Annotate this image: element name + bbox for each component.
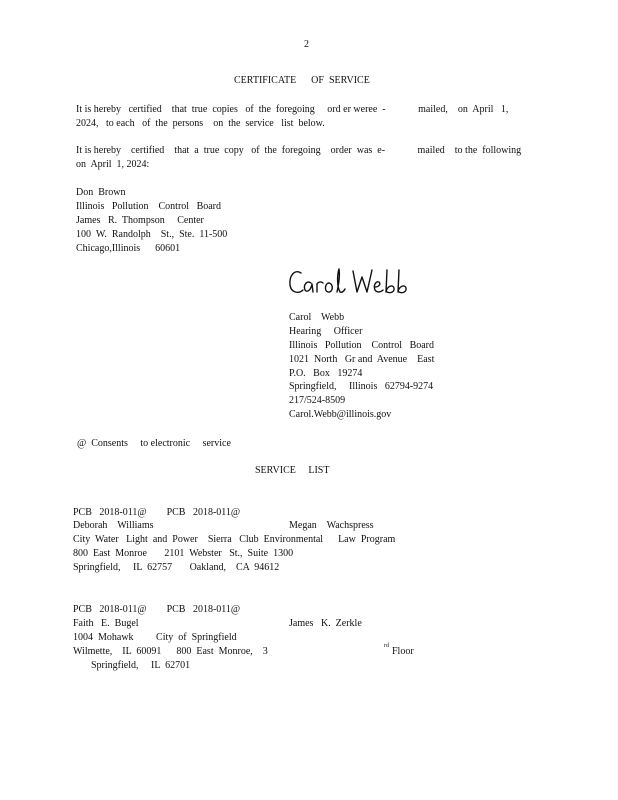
signer-line: P.O. Box 19274 <box>289 368 363 379</box>
service-list-title: SERVICE LIST <box>255 465 330 476</box>
signer-line: 217/524-8509 <box>289 395 346 406</box>
signer-email: Carol.Webb@illinois.gov <box>289 409 392 420</box>
signer-line: Springfield, Illinois 62794-9274 <box>289 381 434 392</box>
service-block-line: Wilmette, IL 60091 800 East Monroe, 3 <box>73 646 268 657</box>
recipient-line: James R. Thompson Center <box>76 215 204 226</box>
paragraph-2-line-2: on April 1, 2024: <box>76 159 150 170</box>
service-block-line: Springfield, IL 62757 Oakland, CA 94612 <box>73 562 280 573</box>
service-block-line: Floor <box>392 646 414 657</box>
service-block-line: James K. Zerkle <box>289 618 362 629</box>
signer-line: Illinois Pollution Control Board <box>289 340 435 351</box>
signer-line: Carol Webb <box>289 312 345 323</box>
certificate-title: CERTIFICATE OF SERVICE <box>234 75 370 86</box>
paragraph-1-line-1: It is hereby certified that true copies of the foregoing ord er weree - mailed, on April 1, <box>76 104 509 115</box>
service-block-line: 1004 Mohawk City of Springfield <box>73 632 237 643</box>
recipient-line: Don Brown <box>76 187 126 198</box>
signer-line: Hearing Officer <box>289 326 363 337</box>
paragraph-1-line-2: 2024, to each of the persons on the service list below. <box>76 118 325 129</box>
recipient-line: 100 W. Randolph St., Ste. 11-500 <box>76 229 228 240</box>
service-block-line: 800 East Monroe 2101 Webster St., Suite 1300 <box>73 548 294 559</box>
service-block-line: City Water Light and Power Sierra Club Environmental Law Program <box>73 534 396 545</box>
paragraph-2-line-1: It is hereby certified that a true copy of the foregoing order was e- mailed to the following <box>76 145 522 156</box>
signer-line: 1021 North Gr and Avenue East <box>289 354 435 365</box>
service-block-line: Megan Wachspress <box>289 520 374 531</box>
page-number: 2 <box>304 39 309 50</box>
service-block-line: Springfield, IL 62701 <box>91 660 191 671</box>
handwritten-signature <box>287 265 417 299</box>
recipient-line: Chicago,Illinois 60601 <box>76 243 181 254</box>
ordinal-superscript: rd <box>384 643 389 649</box>
consent-note: @ Consents to electronic service <box>77 438 231 449</box>
service-block-line: Faith E. Bugel <box>73 618 139 629</box>
service-block-line: Deborah Williams <box>73 520 154 531</box>
service-block-line: PCB 2018-011@ PCB 2018-011@ <box>73 604 241 615</box>
service-block-line: PCB 2018-011@ PCB 2018-011@ <box>73 507 241 518</box>
recipient-line: Illinois Pollution Control Board <box>76 201 222 212</box>
